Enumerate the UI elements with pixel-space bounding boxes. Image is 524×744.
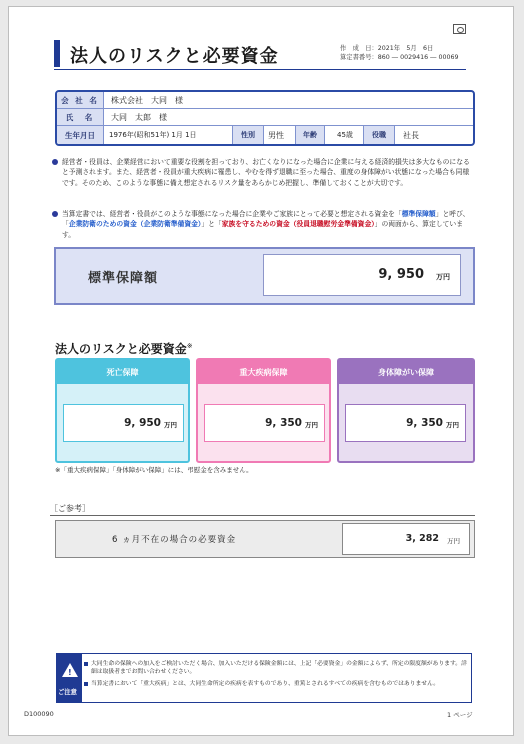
note-text-1: 経営者・役員は、企業経営において重要な役割を担っており、お亡くなりになった場合に企業に与える経済的損失は多大なものになると予測されます。また、経営者・役員が重大疾病に罹患し、やむを得ず退職に至った場合、重度の身体障がい状態になった場合も同様です。そのため、このような事態に備え想定されるリスク量をあらかじめ把握し、準備しておくことが大切です。 [62, 158, 470, 187]
caution-item-1 [91, 660, 471, 677]
caution-label: ご注意 [58, 689, 77, 696]
page-title: 法人のリスクと必要資金 [70, 46, 279, 67]
risk-title-text: 法人のリスクと必要資金 [55, 342, 187, 356]
reference-panel [55, 520, 475, 558]
reference-value-box [342, 523, 470, 555]
created-label: 作 成 日： [340, 45, 378, 52]
age-label: 年齢 [295, 126, 325, 144]
note-text-2a: 当算定書では、経営者・役員がこのような事態になった場合に企業やご家族にとって必要と想定される資金を「 [62, 210, 402, 218]
risk-section-title [55, 340, 193, 357]
customer-info-table [55, 90, 475, 146]
note-corporate-fund-term: 企業防衛のための資金（企業防衛準備資金） [68, 220, 202, 229]
gender-value: 男性 [268, 130, 284, 140]
bullet-icon [52, 159, 58, 165]
caution-sidebar [57, 654, 82, 702]
company-label: 会 社 名 [57, 92, 104, 108]
birth-value: 1976年(昭和51年) 1月 1日 [109, 131, 197, 139]
risk-title-mark: ※ [186, 342, 193, 350]
standard-amount-box [263, 254, 461, 296]
doc-number-label: 算定書番号： [340, 54, 378, 61]
reference-divider [50, 515, 475, 516]
reference-unit: 万円 [447, 537, 460, 545]
caution-item-2 [91, 680, 471, 688]
company-value: 株式会社 大同 様 [111, 95, 183, 105]
page-number: 1 ページ [447, 711, 473, 719]
note-paragraph-2 [62, 209, 474, 240]
reference-value: 3, 282 [405, 533, 439, 544]
birth-row [57, 126, 473, 144]
standard-amount-value: 9, 950 [378, 267, 424, 282]
card-header: 重大疾病保障 [198, 360, 329, 384]
card-unit: 万円 [164, 421, 177, 429]
title-accent-bar [54, 40, 60, 67]
card-header: 身体障がい保障 [339, 360, 473, 384]
doc-number: 860 ― 0029416 ― 00069 [377, 54, 459, 61]
document-meta [340, 44, 458, 62]
standard-amount-label: 標準保障額 [88, 271, 159, 286]
caution-bullet-icon [84, 662, 88, 666]
caution-text-2: 当算定書において「重大疾病」とは、大同生命所定の疾病を表すものであり、重篤とされるすべての疾病を含むものではありません。 [91, 681, 440, 687]
age-value: 45歳 [337, 131, 353, 139]
card-value: 9, 950 [124, 417, 161, 429]
name-label: 氏 名 [57, 109, 104, 125]
document-code: D100090 [24, 710, 54, 718]
bullet-icon [52, 211, 58, 217]
card-unit: 万円 [446, 421, 459, 429]
card-header: 死亡保障 [57, 360, 188, 384]
card-value: 9, 350 [406, 417, 443, 429]
note-text-2c: 」と呼び、「 [62, 210, 470, 229]
card-value-box [204, 404, 325, 442]
standard-amount-panel [54, 247, 475, 305]
card-value-box [63, 404, 184, 442]
birth-label: 生年月日 [57, 126, 104, 144]
standard-amount-unit: 万円 [436, 273, 450, 281]
name-value: 大同 太郎 様 [111, 112, 167, 122]
warning-exclamation: ! [68, 668, 72, 677]
note-text-2e: 」と「 [201, 220, 222, 229]
critical-illness-card [196, 358, 331, 463]
camera-icon [453, 24, 466, 34]
note-standard-term: 標準保障額 [401, 210, 436, 218]
reference-title: ［ご参考］ [50, 504, 90, 513]
disability-coverage-card [337, 358, 475, 463]
note-family-fund-term: 家族を守るための資金（役員退職慰労金準備資金） [221, 220, 375, 229]
note-paragraph-1 [62, 157, 474, 188]
reference-label: 6 ヵ月不在の場合の必要資金 [112, 535, 237, 545]
position-label: 役職 [363, 126, 395, 144]
coverage-footnote: ※「重大疾病保障」「身体障がい保障」には、弔慰金を含みません。 [55, 466, 253, 474]
note-text-2g: 」の両面から、算定しています。 [62, 220, 464, 239]
card-value-box [345, 404, 466, 442]
name-row [57, 109, 473, 126]
created-date: 2021年 5月 6日 [377, 45, 434, 52]
death-coverage-card [55, 358, 190, 463]
card-value: 9, 350 [265, 417, 302, 429]
position-value: 社長 [403, 130, 419, 140]
company-row [57, 92, 473, 109]
caution-text-1: 大同生命の保険への加入をご検討いただく場合、加入いただける保険金額には、上記「必要資金」の金額によらず、所定の限度額があります。詳細は取扱者までお問い合わせください。 [91, 661, 467, 676]
caution-box [56, 653, 472, 703]
caution-bullet-icon [84, 682, 88, 686]
card-unit: 万円 [305, 421, 318, 429]
title-divider [54, 69, 466, 70]
gender-label: 性別 [232, 126, 264, 144]
